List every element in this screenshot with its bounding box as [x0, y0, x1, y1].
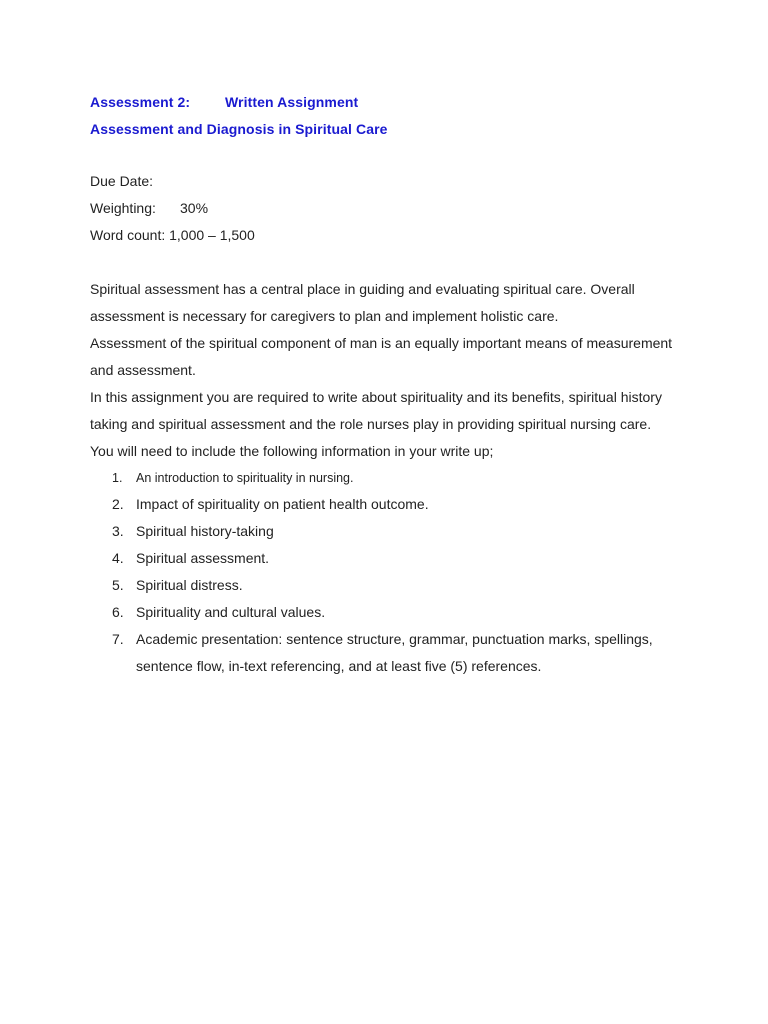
word-count-label: Word count: — [90, 227, 166, 243]
list-item-text: An introduction to spirituality in nursing. — [136, 471, 354, 485]
list-item — [90, 518, 690, 545]
list-number: 6. — [112, 604, 124, 620]
list-item-text: Impact of spirituality on patient health outcome. — [136, 496, 429, 512]
due-date-row — [90, 168, 255, 195]
list-number: 4. — [112, 550, 124, 566]
requirements-list — [90, 465, 690, 680]
paragraph-3: In this assignment you are required to write about spirituality and its benefits, spiritual history taking and spiritual assessment and the role nurses play in providing spiritual nursing care. — [90, 389, 662, 432]
assessment-subheading: Assessment and Diagnosis in Spiritual Care — [90, 121, 388, 137]
weighting-value: 30% — [180, 200, 209, 216]
weighting-label: Weighting: — [90, 200, 156, 216]
list-number: 2. — [112, 496, 124, 512]
paragraph-4: You will need to include the following information in your write up; — [90, 443, 494, 459]
list-item — [90, 599, 690, 626]
list-item-text: Academic presentation: sentence structure, grammar, punctuation marks, spellings, sentence flow, in-text referencing, and at least five (5) references. — [136, 631, 653, 674]
list-item-text: Spiritual assessment. — [136, 550, 270, 566]
list-number: 1. — [112, 471, 123, 485]
paragraph-2: Assessment of the spiritual component of man is an equally important means of measurement and assessment. — [90, 335, 673, 378]
due-date-label: Due Date: — [90, 173, 154, 189]
list-item — [90, 572, 690, 599]
list-item-text: Spiritual history-taking — [136, 523, 274, 539]
assessment-heading — [90, 94, 358, 110]
word-count-row — [90, 222, 255, 249]
list-item — [90, 491, 690, 518]
list-item-text: Spirituality and cultural values. — [136, 604, 326, 620]
list-number: 5. — [112, 577, 124, 593]
list-number: 3. — [112, 523, 124, 539]
assignment-body — [90, 276, 690, 680]
word-count-value: 1,000 – 1,500 — [169, 227, 255, 243]
list-item — [90, 626, 690, 680]
list-number: 7. — [112, 631, 124, 647]
assessment-type: Written Assignment — [225, 94, 359, 110]
list-item-text: Spiritual distress. — [136, 577, 243, 593]
list-item — [90, 545, 690, 572]
assessment-number: Assessment 2: — [90, 94, 191, 110]
list-item — [90, 465, 690, 491]
assignment-details — [90, 168, 255, 249]
weighting-row — [90, 195, 255, 222]
paragraph-1: Spiritual assessment has a central place in guiding and evaluating spiritual care. Overall assessment is necessary for caregivers to plan and implement holistic care. — [90, 281, 635, 324]
